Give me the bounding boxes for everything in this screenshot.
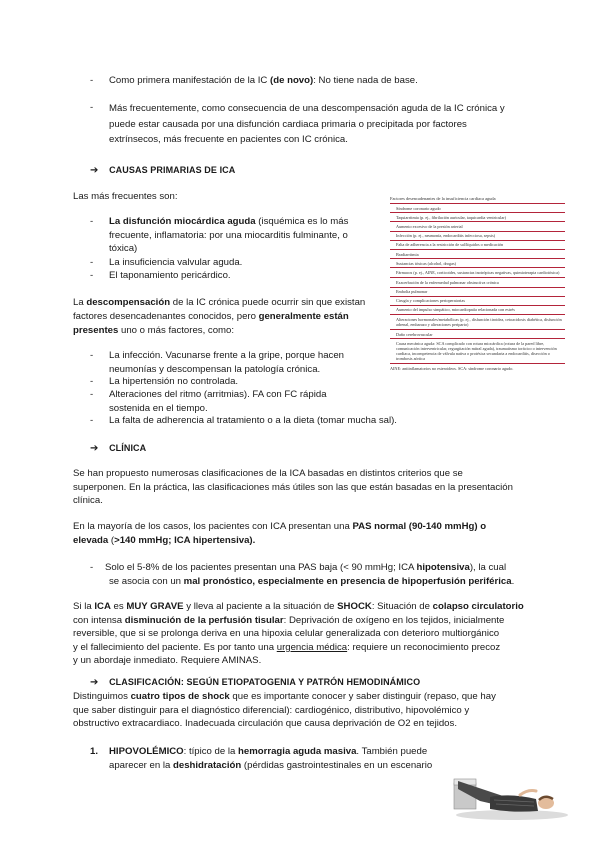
table-row: Bradiarritmia — [390, 250, 565, 259]
table-row: Sustancias tóxicas (alcohol, drogas) — [390, 259, 565, 268]
section-header-clinica: ➔ CLÍNICA — [90, 443, 147, 454]
cause-item: La disfunción miocárdica aguda (isquémica es lo más frecuente, inflamatoria: por una miocarditis fulminante, o tóxica) — [109, 216, 349, 255]
clasificacion-paragraph: Distinguimos cuatro tipos de shock que es importante conocer y saber distinguir (repaso, que hay que saber distinguir para el diagnóstico diferencial): cardiogénico, distributivo, hipovolémico y obstructivo extracardiaco. Inadecuada circulación que causa deprivación de O2 en tejidos. — [73, 691, 496, 730]
bullet-dash: - — [90, 389, 94, 400]
bullet-dash: - — [90, 257, 94, 268]
factor-item: La falta de adherencia al tratamiento o a la dieta (tomar mucha sal). — [109, 415, 397, 426]
table-row: Taquiarritmia (p. ej., fibrilación auricular, taquicardia ventricular) — [390, 213, 565, 222]
table-row: Infección (p. ej., neumonía, endocarditis infecciosa, sepsis) — [390, 232, 565, 241]
bullet-dash: - — [90, 216, 94, 227]
bullet-dash: - — [90, 75, 94, 86]
section-header-causas: ➔ CAUSAS PRIMARIAS DE ICA — [90, 165, 236, 176]
hipotensiva-bullet: Solo el 5-8% de los pacientes presentan una PAS baja (< 90 mmHg; ICA hipotensiva), la cual se asocia con un mal pronóstico, especialmente en presencia de hipoperfusión periférica. — [105, 562, 515, 587]
table-row: Alteraciones hormonales/metabólicas (p. ej., disfunción tiroidea, cetoacidosis diabética, disfunción adrenal, embarazo y alteraciones periparto) — [390, 315, 565, 330]
bullet-de-novo: Como primera manifestación de la IC (de novo): No tiene nada de base. — [109, 75, 418, 86]
table-row: Daño cerebrovascular — [390, 330, 565, 339]
bullet-dash: - — [90, 350, 94, 361]
table-title: Factores desencadenantes de la insuficiencia cardiaca aguda — [390, 196, 496, 201]
hipovolemico-item: HIPOVOLÉMICO: típico de la hemorragia aguda masiva. También puede aparecer en la deshidratación (pérdidas gastrointestinales en un escenario — [109, 746, 433, 771]
table-row: Falta de adherencia a la restricción de sal/líquidos o medicación — [390, 241, 565, 250]
factor-item: Alteraciones del ritmo (arritmias). FA con FC rápida sostenida en el tiempo. — [109, 389, 327, 414]
bullet-dash: - — [90, 270, 94, 281]
item-number: 1. — [90, 746, 99, 757]
section-header-clasificacion: ➔ CLASIFICACIÓN: SEGÚN ETIOPATOGENIA Y PATRÓN HEMODINÁMICO — [90, 677, 421, 688]
table-row: Aumento del impulso simpático, miocardiopatía relacionada con estrés — [390, 306, 565, 315]
triggers-table — [390, 196, 565, 371]
bullet-dash: - — [90, 562, 94, 573]
cause-item: El taponamiento pericárdico. — [109, 270, 231, 281]
floor-shadow — [456, 810, 568, 820]
table-row: Exacerbación de la enfermedad pulmonar obstructiva crónica — [390, 278, 565, 287]
table-row: Síndrome coronario agudo — [390, 203, 565, 213]
arrow-icon: ➔ — [90, 165, 99, 176]
causes-intro: Las más frecuentes son: — [73, 191, 178, 202]
torso — [490, 795, 538, 811]
table-row: Cirugía y complicaciones perioperatorias — [390, 297, 565, 306]
factor-item: La infección. Vacunarse frente a la gripe, porque hacen neumonías y descompensan la patología crónica. — [109, 350, 345, 375]
bullet-dash: - — [90, 415, 94, 426]
bullet-dash: - — [90, 376, 94, 387]
table-footnote: AINE: antiinflamatorios no esteroideos. SCA: síndrome coronario agudo. — [390, 366, 514, 372]
clinica-paragraph-2: En la mayoría de los casos, los pacientes con ICA presentan una PAS normal (90-140 mmHg) o elevada (>140 mmHg; ICA hipertensiva). — [73, 521, 487, 546]
patient-illustration — [450, 745, 570, 825]
decomp-paragraph: La descompensación de la IC crónica puede ocurrir sin que existan factores desencadenantes conocidos, pero generalmente están presentes uno o más factores, como: — [73, 297, 366, 336]
table-row: Causa mecánica aguda: SCA complicado con rotura miocárdica (rotura de la pared libre, comunicación interventricular, regurgitación mitral aguda), traumatismo torácico o intervención cardiaca, incompetencia de válvula nativa o protésica secundaria a endocarditis, disección o trombosis aórtica — [390, 339, 565, 364]
arrow-icon: ➔ — [90, 677, 99, 688]
shock-paragraph: Si la ICA es MUY GRAVE y lleva al paciente a la situación de SHOCK: Situación de colapso circulatorio con intensa disminución de la perfusión tisular: Deprivación de oxígeno en los tejidos, inicialmente reversible, que si se prolonga deriva en una hipoxia celular generalizada con deterioro multiorgánico y el fallecimiento del paciente. Es por tanto una urgencia médica: requiere un reconocimiento precoz y un abordaje inmediato. Requiere AMINAS. — [73, 601, 524, 667]
clinica-paragraph-1: Se han propuesto numerosas clasificaciones de la ICA basadas en distintos criterios que se superponen. En la práctica, las clasificaciones más útiles son las que están basadas en la presentación clínica. — [73, 468, 513, 507]
arm — [520, 791, 536, 796]
table-row: Embolia pulmonar — [390, 288, 565, 297]
table-row: Aumento excesivo de la presión arterial — [390, 222, 565, 231]
bullet-descompensacion: Más frecuentemente, como consecuencia de una descompensación aguda de la IC crónica y puede estar causada por una disfunción cardiaca primaria o precipitada por factores extrínsecos, más frecuente en pacientes con IC crónica. — [109, 103, 505, 146]
cause-item: La insuficiencia valvular aguda. — [109, 257, 243, 268]
bullet-dash: - — [90, 102, 94, 113]
arrow-icon: ➔ — [90, 443, 99, 454]
table-row: Fármacos (p. ej., AINE, corticoides, sustancias inotrópicas negativas, quimioterapia cardiotóxica) — [390, 268, 565, 278]
factor-item: La hipertensión no controlada. — [109, 376, 239, 387]
